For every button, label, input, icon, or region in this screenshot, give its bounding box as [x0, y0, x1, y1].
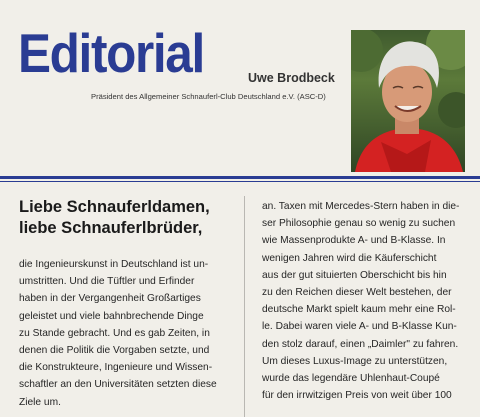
column-divider	[244, 196, 245, 417]
text-line: die Konstrukteure, Ingenieure und Wissen-	[19, 362, 213, 374]
greeting-line: liebe Schnauferlbrüder,	[19, 219, 203, 237]
text-line: aus der gut situierten Oberschicht bis hin	[262, 269, 447, 281]
article-left-column	[19, 256, 237, 411]
greeting-line: Liebe Schnauferldamen,	[19, 198, 210, 216]
text-line: umstritten. Und die Tüftler und Erfinder	[19, 276, 195, 288]
header-rule-thick	[0, 176, 480, 179]
text-line: denen die Politik die Vorgaben setzte, und	[19, 345, 210, 357]
text-line: an. Taxen mit Mercedes-Stern haben in die-	[262, 201, 460, 212]
author-role: Präsident des Allgemeiner Schnauferl-Club Deutschland e.V. (ASC-D)	[91, 92, 326, 101]
text-line: deutsche Markt spielt kaum mehr eine Rol-	[262, 304, 456, 316]
text-line: Um dieses Luxus-Image zu unterstützen,	[262, 355, 448, 367]
text-line: ser Philosophie genau so wenig zu suchen	[262, 218, 456, 230]
text-line: den stolz darauf, einen „Daimler" zu fahren.	[262, 338, 459, 350]
text-line: le. Dabei waren viele A- und B-Klasse Kun-	[262, 321, 457, 333]
text-line: wie Massenprodukte A- und B-Klasse. In	[262, 235, 446, 247]
page-title: Editorial	[18, 22, 204, 84]
header-rule-thin	[0, 181, 480, 182]
text-line: Ziele um.	[19, 396, 61, 408]
text-line: schaftler an den Universitäten setzten diese	[19, 379, 217, 391]
text-line: wenigen Jahren wird die Käuferschicht	[262, 252, 437, 264]
text-line: wurde das legendäre Uhlenhaut-Coupé	[262, 373, 440, 385]
article-right-column	[262, 198, 467, 404]
author-name: Uwe Brodbeck	[248, 71, 335, 85]
author-portrait	[351, 30, 465, 172]
text-line: haben in der Vergangenheit Großartiges	[19, 293, 201, 305]
article-greeting	[19, 197, 241, 239]
text-line: geleistet und viele bahnbrechende Dinge	[19, 310, 204, 322]
text-line: die Ingenieurskunst in Deutschland ist un-	[19, 259, 209, 270]
text-line: für den irrwitzigen Preis von weit über 100	[262, 390, 452, 402]
text-line: zu Stande gebracht. Und es gab Zeiten, in	[19, 327, 210, 339]
text-line: zu den Reichen dieser Welt bestehen, der	[262, 287, 452, 299]
